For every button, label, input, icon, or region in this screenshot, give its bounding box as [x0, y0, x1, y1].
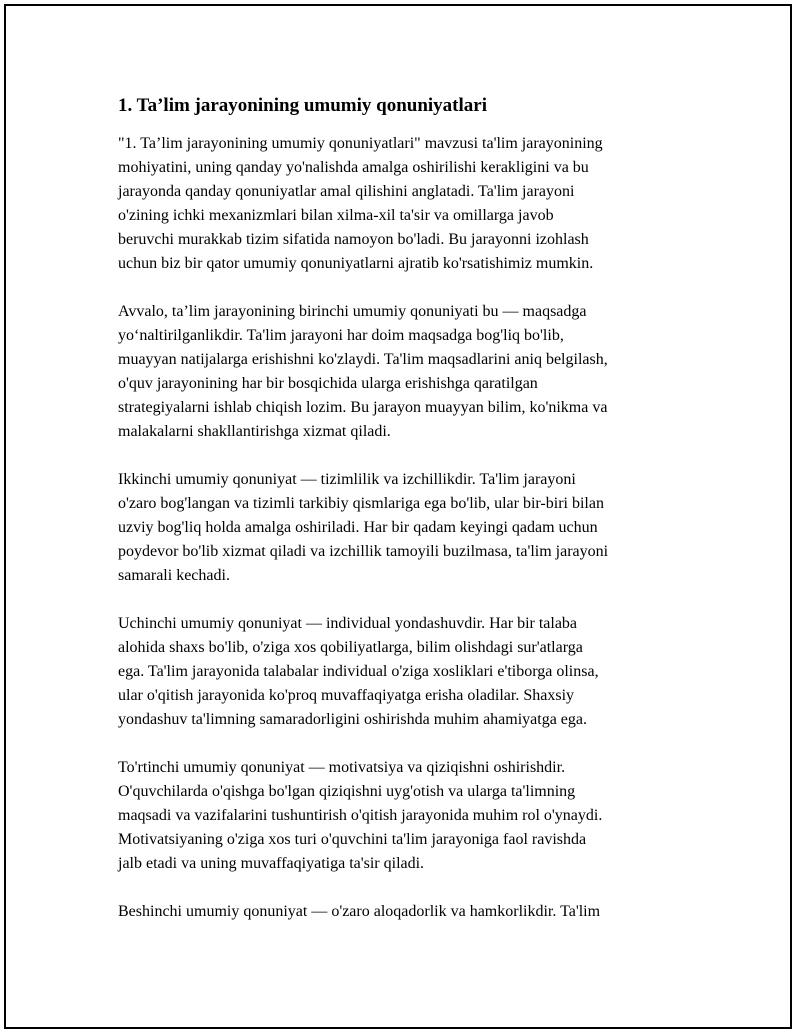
- paragraph-line: maqsadi va vazifalarini tushuntirish o'qitish jarayonida muhim rol o'ynaydi.: [118, 807, 603, 824]
- paragraph-fourth-law: [118, 756, 690, 876]
- paragraph-line: yo‘naltirilganlikdir. Ta'lim jarayoni har doim maqsadga bog'liq bo'lib,: [118, 327, 564, 344]
- paragraph-line: Ikkinchi umumiy qonuniyat — tizimlilik va izchillikdir. Ta'lim jarayoni: [118, 471, 576, 488]
- document-body: [118, 94, 690, 948]
- paragraph-third-law: [118, 612, 690, 732]
- paragraph-line: Uchinchi umumiy qonuniyat — individual yondashuvdir. Har bir talaba: [118, 615, 578, 632]
- paragraph-line: alohida shaxs bo'lib, o'ziga xos qobiliyatlarga, bilim olishdagi sur'atlarga: [118, 639, 583, 656]
- paragraph-line: Motivatsiyaning o'ziga xos turi o'quvchini ta'lim jarayoniga faol ravishda: [118, 831, 587, 848]
- paragraph-second-law: [118, 468, 690, 588]
- paragraph-line: poydevor bo'lib xizmat qiladi va izchillik tamoyili buzilmasa, ta'lim jarayoni: [118, 543, 609, 560]
- paragraph-line: Beshinchi umumiy qonuniyat — o'zaro aloqadorlik va hamkorlikdir. Ta'lim: [118, 903, 601, 920]
- paragraph-intro: [118, 132, 690, 276]
- paragraph-line: yondashuv ta'limning samaradorligini oshirishda muhim ahamiyatga ega.: [118, 711, 588, 728]
- paragraph-line: o'zining ichki mexanizmlari bilan xilma-xil ta'sir va omillarga javob: [118, 207, 554, 224]
- paragraph-line: "1. Ta’lim jarayonining umumiy qonuniyatlari" mavzusi ta'lim jarayonining: [118, 135, 603, 152]
- paragraph-line: ega. Ta'lim jarayonida talabalar individual o'ziga xosliklari e'tiborga olinsa,: [118, 663, 599, 680]
- paragraph-line: jarayonda qanday qonuniyatlar amal qilishini anglatadi. Ta'lim jarayoni: [118, 183, 575, 200]
- paragraph-line: To'rtinchi umumiy qonuniyat — motivatsiya va qiziqishni oshirishdir.: [118, 759, 566, 776]
- paragraph-fifth-law: [118, 900, 690, 924]
- paragraph-line: Avvalo, ta’lim jarayonining birinchi umumiy qonuniyati bu — maqsadga: [118, 303, 587, 320]
- paragraph-first-law: [118, 300, 690, 444]
- paragraph-line: samarali kechadi.: [118, 567, 230, 584]
- paragraph-line: malakalarni shakllantirishga xizmat qiladi.: [118, 423, 391, 440]
- paragraph-line: uzviy bog'liq holda amalga oshiriladi. Har bir qadam keyingi qadam uchun: [118, 519, 598, 536]
- section-heading: 1. Ta’lim jarayonining umumiy qonuniyatlari: [118, 95, 487, 116]
- paragraph-line: uchun biz bir qator umumiy qonuniyatlarni ajratib ko'rsatishimiz mumkin.: [118, 255, 594, 272]
- paragraph-line: ular o'qitish jarayonida ko'proq muvaffaqiyatga erisha oladilar. Shaxsiy: [118, 687, 575, 704]
- paragraph-line: o'quv jarayonining har bir bosqichida ularga erishishga qaratilgan: [118, 375, 538, 392]
- paragraph-line: beruvchi murakkab tizim sifatida namoyon bo'ladi. Bu jarayonni izohlash: [118, 231, 589, 248]
- paragraph-line: jalb etadi va uning muvaffaqiyatiga ta'sir qiladi.: [118, 855, 425, 872]
- paragraph-line: strategiyalarni ishlab chiqish lozim. Bu jarayon muayyan bilim, ko'nikma va: [118, 399, 608, 416]
- paragraph-line: mohiyatini, uning qanday yo'nalishda amalga oshirilishi kerakligini va bu: [118, 159, 589, 176]
- paragraph-line: o'zaro bog'langan va tizimli tarkibiy qismlariga ega bo'lib, ular bir-biri bilan: [118, 495, 604, 512]
- paragraph-line: muayyan natijalarga erishishni ko'zlaydi. Ta'lim maqsadlarini aniq belgilash,: [118, 351, 608, 368]
- paragraph-line: O'quvchilarda o'qishga bo'lgan qiziqishni uyg'otish va ularga ta'limning: [118, 783, 576, 800]
